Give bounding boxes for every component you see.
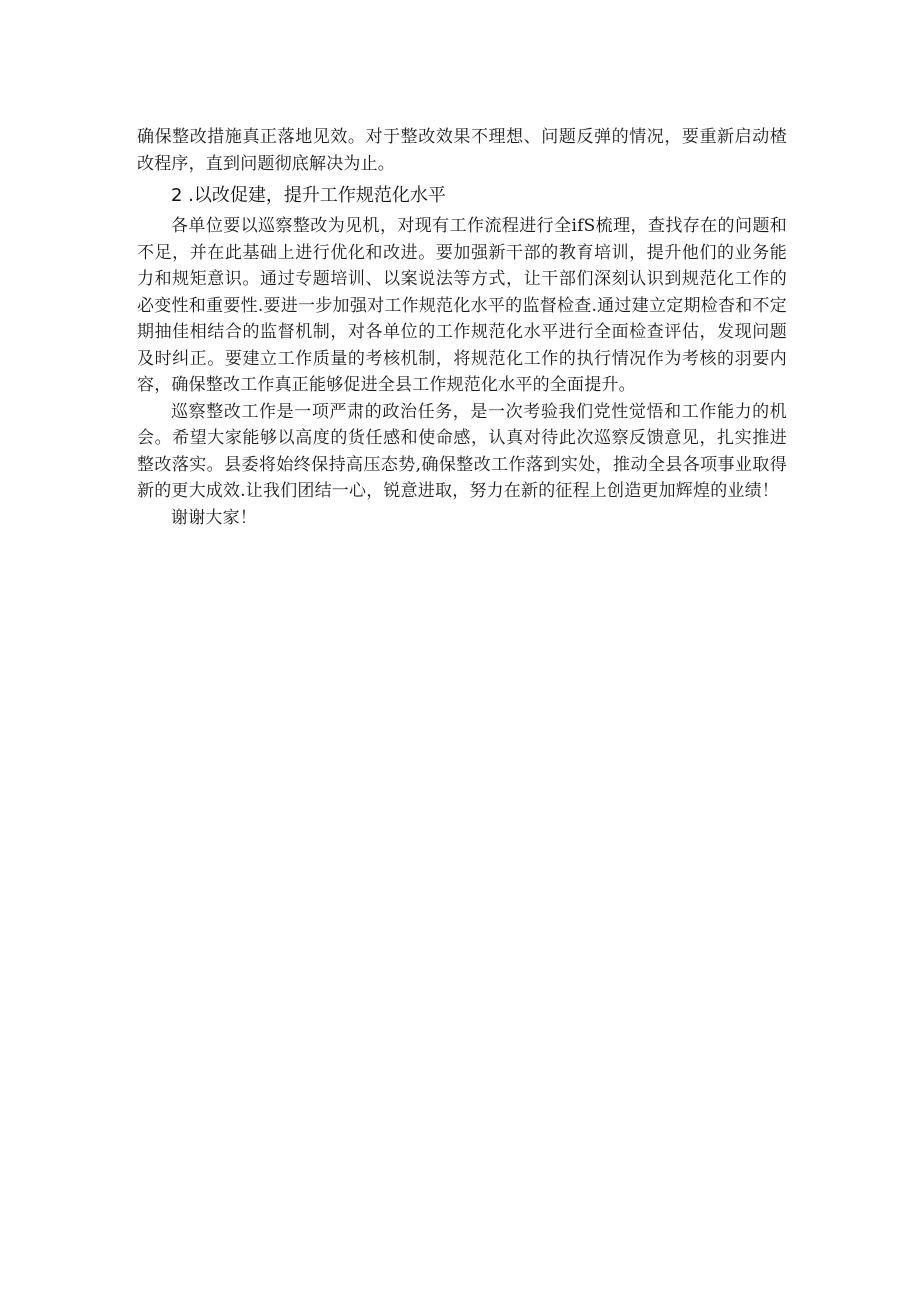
paragraph-continued: 确保整改措施真正落地见效。对于整改效果不理想、问题反弹的情况，要重新启动楂改程序，直到问题彻底解决为止。: [137, 127, 787, 174]
document-body: [137, 124, 787, 531]
paragraph-thanks: 谢谢大家！: [171, 507, 257, 528]
paragraph-standardization: 各单位要以巡察整改为见机，对现有工作流程进行全ifS梳理，查找存在的问题和不足，并在此基础上进行优化和改进。要加强新干部的教育培训，提升他们的业务能力和规矩意识。通过专题培训、以案说法等方式，让干部们深刻认识到规范化工作的必变性和重要性.要进一步加强对工作规范化水平的监督检查.通过建立定期检杳和不定期抽佳相结合的监督机制，对各单位的工作规范化水平进行全面检查评估，发现问题及时纠正。要建立工作质量的考核机制，将规范化工作的执行情况作为考核的羽要内容，确保整改工作真正能够促进全县工作规范化水平的全面提升。: [137, 216, 787, 395]
paragraph-closing: 巡察整改工作是一项严肃的政治任务，是一次考验我们党性觉悟和工作能力的机会。希望大家能够以高度的货任感和使命感，认真对待此次巡察反馈意见，扎实推进整改落实。县委将始终保持高压态势,确保整改工作落到实处，推动全县各项事业取得新的更大成效.让我们团结一心，锐意进取，努力在新的征程上创造更加辉煌的业绩！: [137, 401, 787, 501]
section-heading: 2 .以改促建，提升工作规范化水平: [171, 185, 446, 206]
